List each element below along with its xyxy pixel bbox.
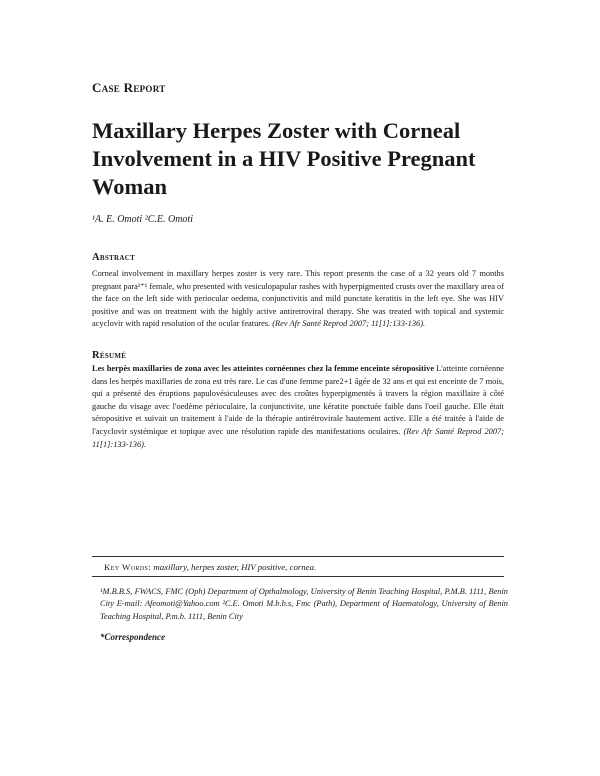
resume-lead: Les herpès maxillaries de zona avec les atteintes cornéennes chez la femme enceinte séropositive [92, 364, 435, 373]
abstract-citation: (Rev Afr Santé Reprod 2007; 11[1]:133-136). [272, 319, 426, 329]
keywords-line [104, 562, 316, 572]
abstract-text: Corneal involvement in maxillary herpes zoster is very rare. This report presents the case of a 32 years old 7 months pregnant para²⁺¹ female, who presented with vesiculopapular rashes with hyperpigmented crusts over the maxillary area of the face on the left side with periocular oedema, conjunctivitis and mild punctate keratitis in the left eye. She was HIV positive and was on treatment with the highly active antiretroviral therapy. She was treated with topical and systemic acyclovir with rapid resolution of the ocular features. [92, 269, 504, 329]
abstract-heading: Abstract [92, 252, 136, 263]
keywords-rule-top [92, 556, 504, 557]
resume-citation: (Rev Afr Santé Reprod 2007; 11[1]:133-136). [92, 426, 504, 449]
keywords-values: maxillary, herpes zoster, HIV positive, cornea. [153, 562, 317, 572]
resume-heading: Résumé [92, 350, 127, 361]
keywords-label: Key Words: [104, 562, 152, 572]
keywords-rule-bottom [92, 576, 504, 577]
article-title: Maxillary Herpes Zoster with Corneal Involvement in a HIV Positive Pregnant Woman [92, 118, 476, 199]
abstract-body [92, 268, 504, 331]
author-line: ¹A. E. Omoti ²C.E. Omoti [92, 214, 193, 225]
author-affiliation: ¹M.B.B.S, FWACS, FMC (Oph) Department of Opthalmology, University of Benin Teaching Hospital, P.M.B. 1111, Benin City E-mail: Afeomoti@Yahoo.com ²C.E. Omoti M.b.b.s, Fmc (Path), Department of Haematology, University of Benin Teaching Hospital, P.m.b. 1111, Benin City [100, 587, 508, 621]
section-label: Case Report [92, 80, 166, 95]
resume-text: L'atteinte cornéenne dans les herpès maxillaries de zona est très rare. Le cas d'une femme pare2+1 âgée de 32 ans et qui est enceinte de 7 mois, qui a présenté des éruptions papulovésiculeuses avec des croûtes hyperpigmentés à travers la région maxillaire à côté gauche du visage avec l'oedème périoculaire, la conjunctivite, une kératite ponctuée faible dans l'oeil gauche. Elle était séropositive et suivait un traitement à l'aide de la thérapie antirétrovirale hautement active. Elle a été traitée à l'aide de l'acyclovir systémique et topique avec une résolution rapide des manifestations oculaires. [92, 364, 504, 436]
resume-body [92, 363, 504, 451]
correspondence-note: *Correspondence [100, 632, 165, 642]
